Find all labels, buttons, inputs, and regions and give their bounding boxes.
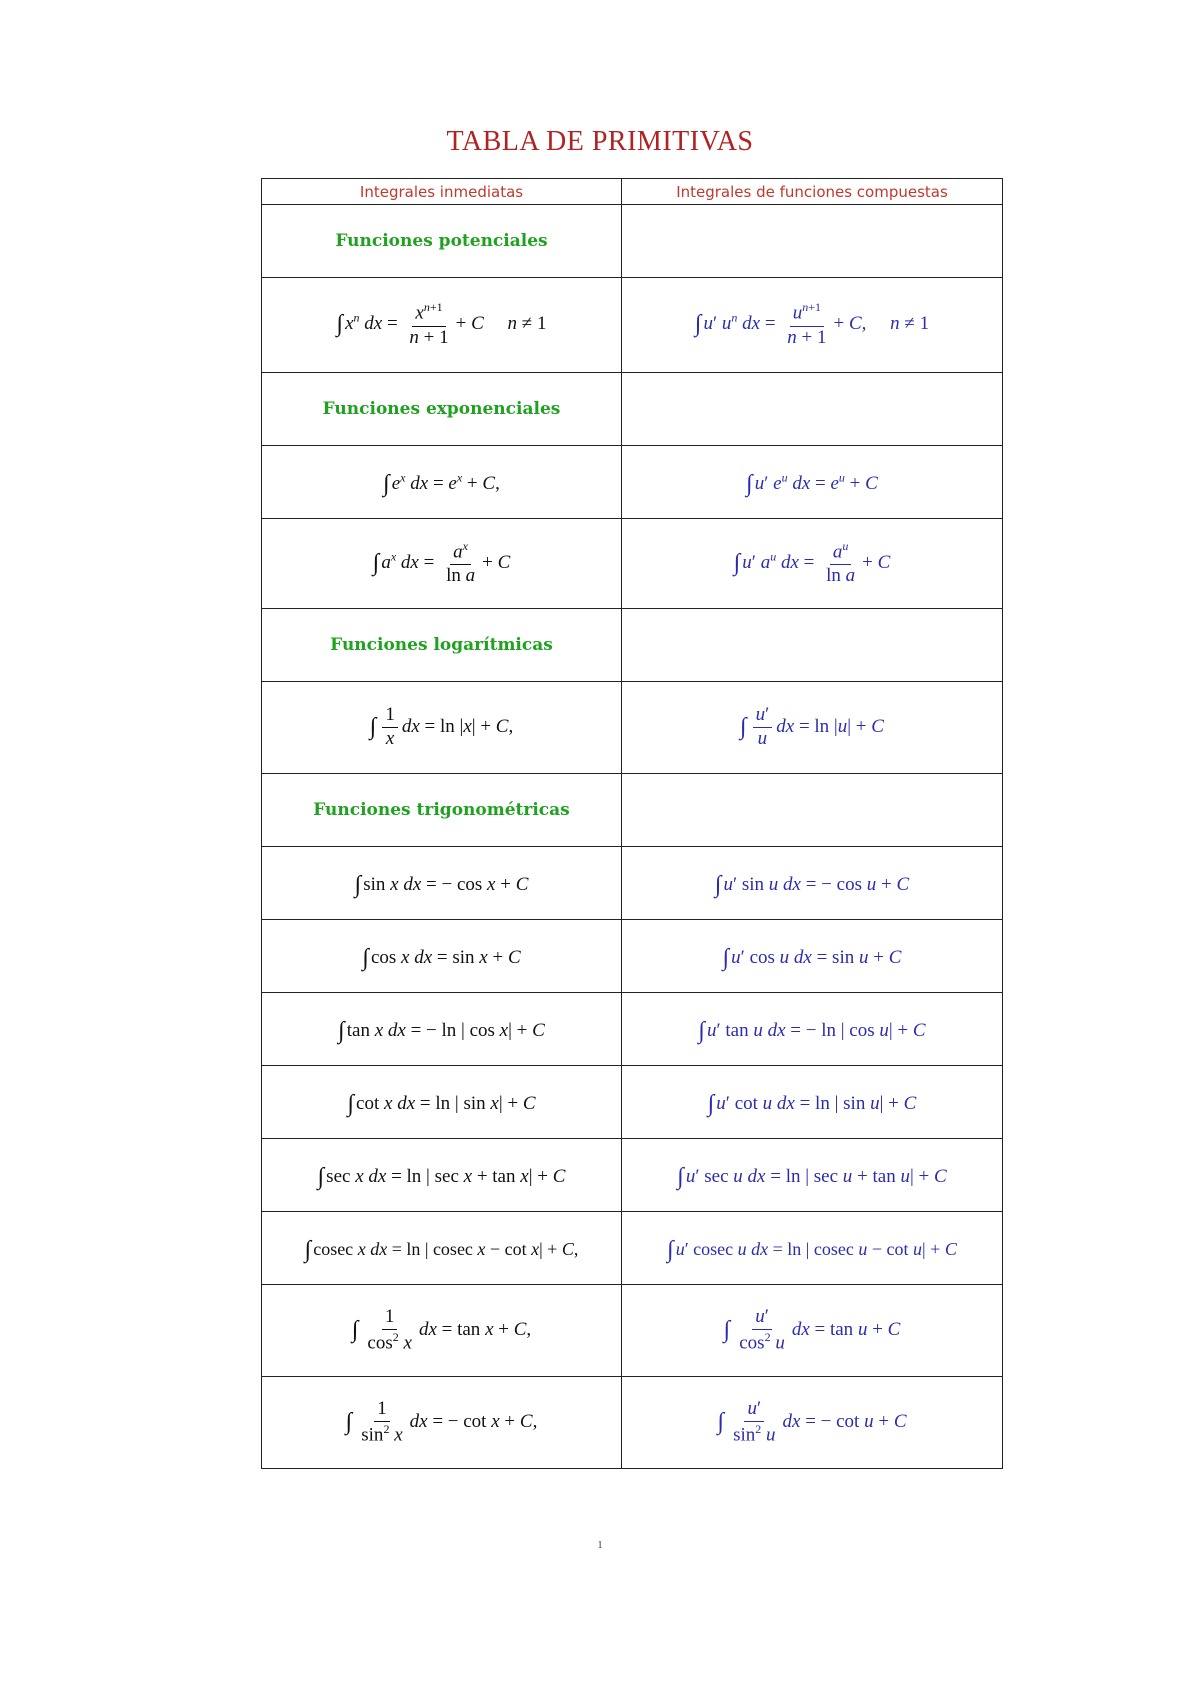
table-row (262, 1066, 1003, 1139)
formula-csc2-composite: ∫ $\frac{u'}{\sin^2 u}$ dx = − cot u + C (622, 1377, 1003, 1469)
formula-tan-composite: ∫ u′ tan u dx = − ln | cos u| + C (622, 993, 1003, 1066)
formula-csc2: ∫ $\frac{1}{\sin^2 x}$ dx = − cot x + C, (262, 1377, 622, 1469)
table-row (262, 1212, 1003, 1285)
col2-header: Integrales de funciones compuestas (622, 179, 1003, 205)
section-row (262, 205, 1003, 278)
formula-sec-composite: ∫ u′ sec u dx = ln | sec u + tan u| + C (622, 1139, 1003, 1212)
page-title: TABLA DE PRIMITIVAS (446, 126, 754, 157)
formula-log-composite: ∫ $\frac{u'}{u}$ dx = ln |u| + C (622, 682, 1003, 774)
section-exponenciales: Funciones exponenciales (262, 373, 622, 446)
page-number: 1 (597, 1540, 603, 1551)
table-row (262, 682, 1003, 774)
formula-power-composite: ∫ u′ $u^n$ dx = $\frac{u^{n+1}}{n + 1}$ + C, n ≠ 1 (622, 278, 1003, 373)
section-row (262, 609, 1003, 682)
section-logaritmicas: Funciones logarítmicas (262, 609, 622, 682)
section-row (262, 774, 1003, 847)
formula-cos-composite: ∫ u′ cos u dx = sin u + C (622, 920, 1003, 993)
section-potenciales: Funciones potenciales (262, 205, 622, 278)
formula-sec2: ∫ $\frac{1}{\cos^2 x}$ dx = tan x + C, (262, 1285, 622, 1377)
formula-cosec: ∫ cosec x dx = ln | cosec x − cot x| + C, (262, 1212, 622, 1285)
formula-sin: ∫ sin x dx = − cos x + C (262, 847, 622, 920)
formula-cot-composite: ∫ u′ cot u dx = ln | sin u| + C (622, 1066, 1003, 1139)
table-header-row (262, 179, 1003, 205)
formula-cot: ∫ cot x dx = ln | sin x| + C (262, 1066, 622, 1139)
table-row (262, 1139, 1003, 1212)
section-trigonometricas: Funciones trigonométricas (262, 774, 622, 847)
formula-exp-a: ∫ $a^x$ dx = $\frac{a^x}{\text{ln a}}$ + C (262, 519, 622, 609)
formula-cosec-composite: ∫ u′ cosec u dx = ln | cosec u − cot u| + C (622, 1212, 1003, 1285)
formula-power: ∫ $x^n$ dx = $\frac{x^{n+1}}{n + 1}$ + C n ≠ 1 (262, 278, 622, 373)
formula-exp-a-composite: ∫ u′ $a^u$ dx = $\frac{a^u}{\text{ln a}}$ + C (622, 519, 1003, 609)
formula-sin-composite: ∫ u′ sin u dx = − cos u + C (622, 847, 1003, 920)
section-row (262, 373, 1003, 446)
table-row (262, 446, 1003, 519)
formula-cos: ∫ cos x dx = sin x + C (262, 920, 622, 993)
table-row (262, 920, 1003, 993)
table-row (262, 847, 1003, 920)
formula-exp-e: ∫ $e^x$ dx = $e^x + C$, (262, 446, 622, 519)
col1-header: Integrales inmediatas (262, 179, 622, 205)
formula-sec2-composite: ∫ $\frac{u'}{\cos^2 u}$ dx = tan u + C (622, 1285, 1003, 1377)
table-row (262, 1377, 1003, 1469)
formula-sec: ∫ sec x dx = ln | sec x + tan x| + C (262, 1139, 622, 1212)
table-row (262, 1285, 1003, 1377)
formula-log: ∫ $\frac{1}{x}$ dx = ln |x| + C, (262, 682, 622, 774)
formula-exp-e-composite: ∫ u′ $e^u$ dx = $e^u + C$ (622, 446, 1003, 519)
table-row (262, 278, 1003, 373)
primitives-table (261, 178, 1003, 1469)
formula-tan: ∫ tan x dx = − ln | cos x| + C (262, 993, 622, 1066)
table-row (262, 519, 1003, 609)
table-row (262, 993, 1003, 1066)
